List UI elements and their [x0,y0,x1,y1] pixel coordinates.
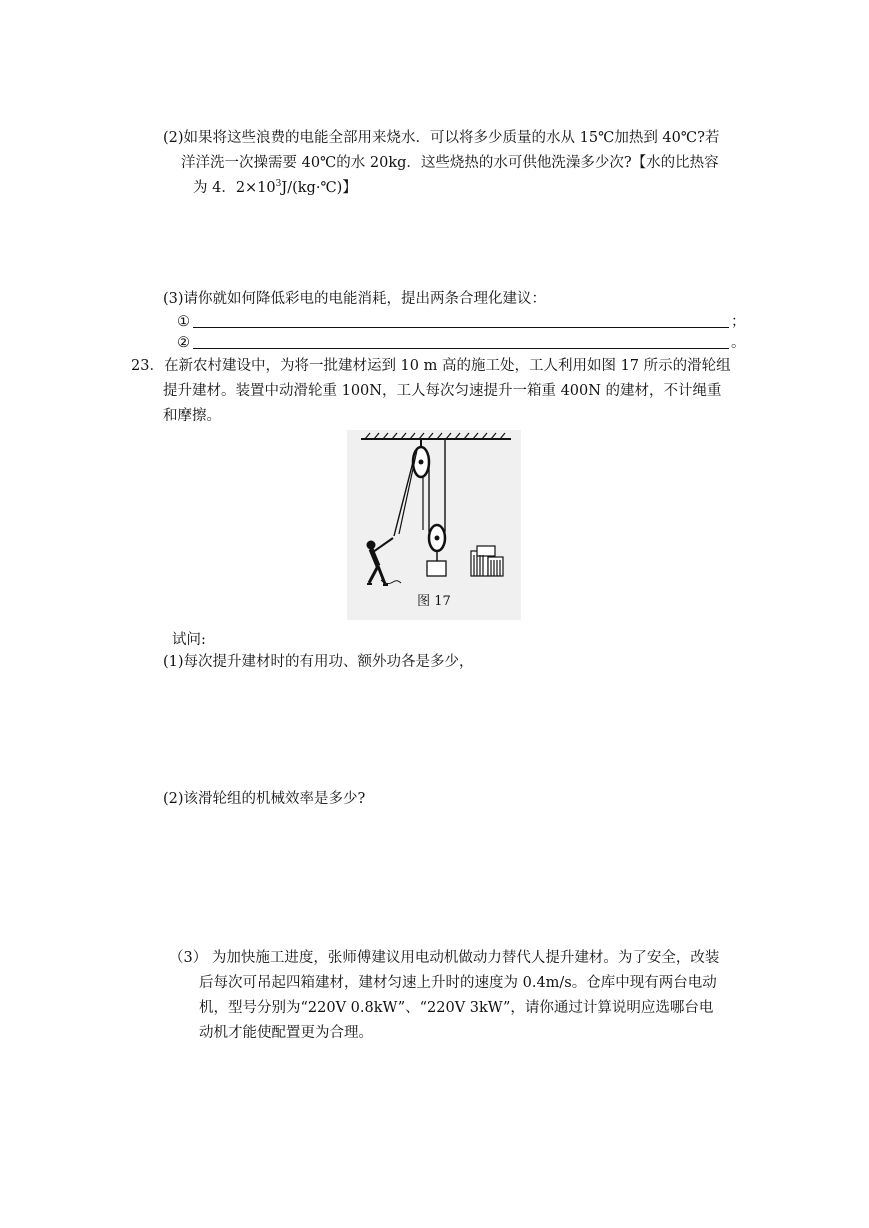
q23-part3-line4: 动机才能使配置更为合理。 [199,1025,373,1041]
q23-stem-line3: 和摩擦。 [163,408,221,424]
pull-rope-2 [399,450,417,534]
q23-part3-line1: （3） 为加快施工进度，张师傅建议用电动机做动力替代人提升建材。为了安全，改装 [169,950,720,966]
q22-suggestion-1-end: ； [731,314,746,330]
q22-part2-line2: 洋洋洗一次操需要 40℃的水 20kg．这些烧热的水可供他洗澡多少次?【水的比热容 [181,155,719,171]
q23-part1: (1)每次提升建材时的有用功、额外功各是多少， [163,654,474,670]
q22-suggestion-2-blank[interactable] [193,348,729,349]
stacked-materials [471,546,503,576]
pull-rope [394,462,413,536]
q22-part2-line3-post: J/(kg·℃)】 [281,180,357,196]
q23-stem-line1: 23．在新农村建设中，为将一批建材运到 10 m 高的施工处，工人利用如图 17 所示的滑轮组 [131,358,731,374]
q22-part3-prompt: (3)请你就如何降低彩电的电能消耗，提出两条合理化建议： [163,291,547,307]
q22-part2-line1: (2)如果将这些浪费的电能全部用来烧水．可以将多少质量的水从 15℃加热到 40℃?若 [163,130,720,146]
fixed-pulley-axle [419,460,424,465]
worker [367,538,393,585]
q22-suggestion-2-end: 。 [731,335,746,351]
q22-part2-exponent: 3 [275,179,282,189]
q22-suggestion-1-marker: ① [177,314,190,330]
q22-suggestion-2-marker: ② [177,335,190,351]
figure-caption: 图 17 [417,594,451,609]
q23-part2: (2)该滑轮组的机械效率是多少? [163,791,366,807]
q23-part3-line3: 机，型号分别为“220V 0.8kW”、“220V 3kW”，请你通过计算说明应选哪台电 [199,1000,714,1016]
hanging-box [427,561,446,576]
movable-pulley-axle [435,536,440,541]
pulley-figure [347,430,521,620]
q23-stem-line2: 提升建材。装置中动滑轮重 100N，工人每次匀速提升一箱重 400N 的建材，不计绳重 [163,383,722,399]
q22-suggestion-1-blank[interactable] [193,327,729,328]
pulley-diagram [347,430,521,620]
q23-ask: 试问: [172,632,206,648]
q22-part2-line3-pre: 为 4．2×10 [193,180,276,196]
q23-part3-line2: 后每次可吊起四箱建材，建材匀速上升时的速度为 0.4m/s。仓库中现有两台电动 [199,975,717,991]
q22-part2-line3 [193,178,357,198]
